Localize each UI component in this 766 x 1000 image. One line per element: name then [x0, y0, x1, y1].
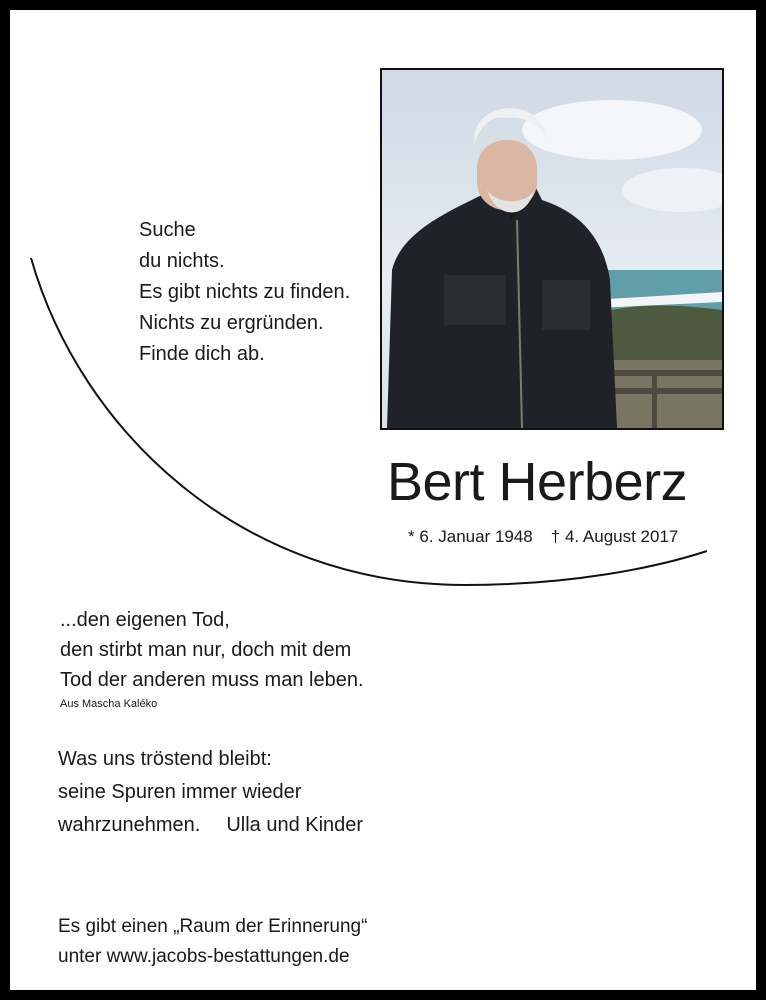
deceased-name: Bert Herberz — [387, 452, 688, 512]
quote-block — [60, 605, 364, 695]
birth-date: * 6. Januar 1948 — [408, 527, 533, 546]
portrait-photo — [380, 68, 724, 430]
life-dates — [408, 525, 678, 549]
comfort-line: wahrzunehmen. — [58, 814, 201, 836]
family-signature: Ulla und Kinder — [226, 814, 364, 836]
quote-line: den stirbt man nur, doch mit dem — [60, 639, 352, 661]
poem-line: Es gibt nichts zu finden. — [139, 281, 351, 303]
comfort-text — [58, 743, 363, 842]
quote-line: Tod der anderen muss man leben. — [60, 669, 364, 691]
quote-attribution: Aus Mascha Kaléko — [60, 698, 158, 710]
footer-line: Es gibt einen „Raum der Erinnerung“ — [58, 916, 368, 937]
poem-line: du nichts. — [139, 250, 225, 272]
obituary-card — [10, 10, 756, 990]
comfort-line: Was uns tröstend bleibt: — [58, 748, 272, 770]
quote-line: ...den eigenen Tod, — [60, 609, 230, 631]
poem-line: Suche — [139, 219, 196, 241]
poem-line: Nichts zu ergründen. — [139, 312, 324, 334]
portrait-image — [382, 70, 722, 428]
death-date: † 4. August 2017 — [550, 527, 679, 546]
comfort-line: seine Spuren immer wieder — [58, 781, 302, 803]
memorial-footer — [58, 912, 367, 972]
poem-line: Finde dich ab. — [139, 343, 265, 365]
footer-line: unter www.jacobs-bestattungen.de — [58, 946, 350, 967]
opening-poem — [139, 215, 350, 370]
